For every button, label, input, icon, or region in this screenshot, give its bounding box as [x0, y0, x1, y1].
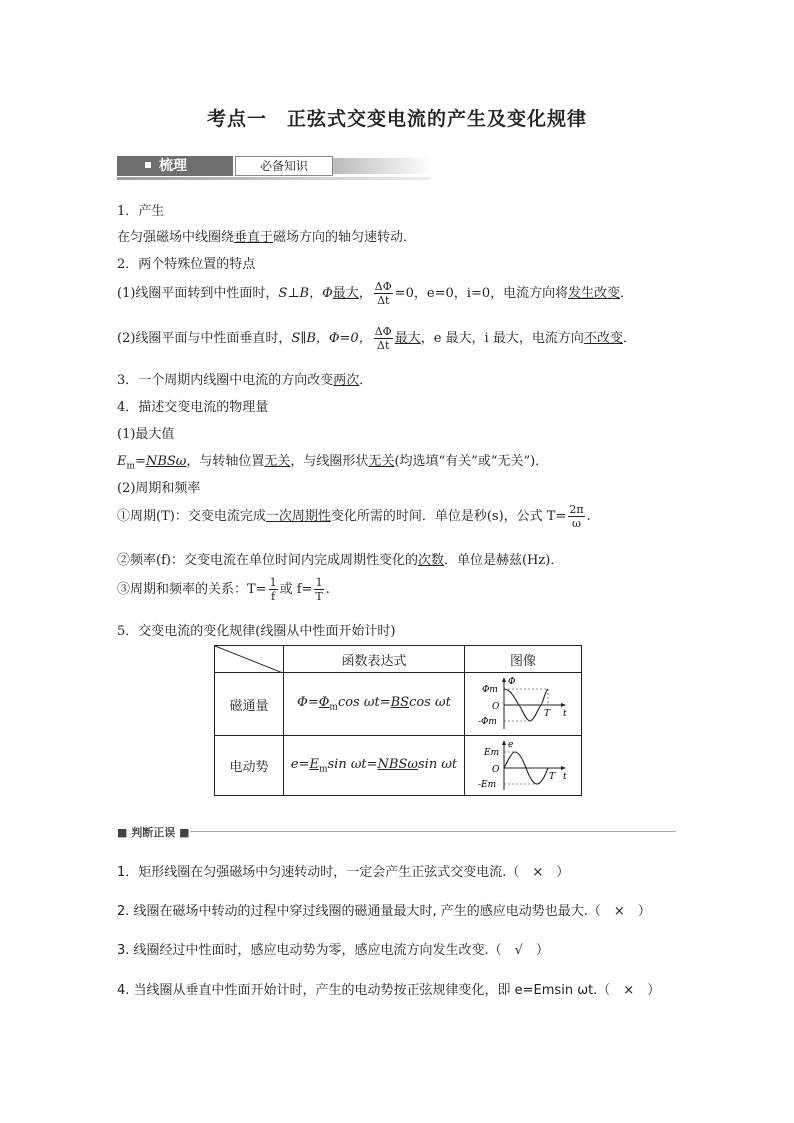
s4-relation: ③周期和频率的关系：T= $\frac{1}{f}$ 或 f= $\frac{1}{T}$ .: [117, 576, 330, 603]
row-emf-name: 电动势: [215, 736, 284, 796]
graph2-neg: -Em: [478, 779, 497, 790]
s4-sub2: (2)周期和频率: [117, 481, 201, 496]
graph1-neg: -Φm: [478, 717, 497, 727]
judge-q4: 4. 当线圈从垂直中性面开始计时，产生的电动势按正弦规律变化，即 e=Emsin ωt.（ × ）: [117, 983, 661, 998]
graph2-origin: O: [492, 764, 500, 775]
variation-table: [214, 645, 582, 796]
graph2-yaxis: e: [508, 739, 514, 750]
row-flux-name: 磁通量: [215, 673, 284, 736]
band-box: 必备知识: [235, 156, 333, 176]
band-fade: [333, 158, 431, 174]
s1-text: 在匀强磁场中线圈绕垂直于磁场方向的轴匀速转动．: [117, 230, 417, 245]
graph1-origin: O: [492, 702, 500, 712]
band-label-text: 梳理: [159, 158, 187, 174]
s2-heading: 2．两个特殊位置的特点: [117, 257, 256, 272]
judge-q3: 3. 线圈经过中性面时，感应电动势为零，感应电流方向发生改变.（ √ ）: [117, 943, 549, 958]
col-graph: 图像: [465, 646, 582, 673]
row-emf-expr: $e=E_m\sin$ ωt=NBSωsin ωt: [284, 736, 465, 796]
row-emf-graph: [465, 736, 582, 796]
delta-phi-fraction: $\frac{\Delta\Phi}{\Delta t}$: [374, 280, 392, 307]
col-expr: 函数表达式: [284, 646, 465, 673]
diagonal-line: [215, 646, 283, 673]
row-flux-expr: $\Phi=\Phi_m\cos$ ωt=BScos ωt: [284, 673, 465, 736]
graph2-T: T: [549, 771, 556, 782]
table-corner: [215, 646, 284, 673]
s1-heading: 1．产生: [117, 204, 165, 219]
graph1-yaxis: Φ: [508, 677, 516, 687]
s2-line2: (2)线圈平面与中性面垂直时，S∥B，Φ=0， $\frac{\Delta\Phi}{\Delta t}$ 最大，e 最大，i 最大，电流方向不改变．: [117, 325, 636, 352]
judge-q2: 2. 线圈在磁场中转动的过程中穿过线圈的磁通量最大时, 产生的感应电动势也最大.（ × ）: [117, 904, 651, 919]
s4-em-line: $E_m=NBS\omega$，与转轴位置无关，与线圈形状无关(均选填“有关”或“无关”)．: [117, 454, 549, 472]
judge-heading: ■ 判断正误 ■: [117, 826, 190, 839]
graph2-pos: Em: [484, 747, 500, 758]
graph1-pos: Φm: [482, 685, 498, 695]
s4-period: ①周期(T)：交变电流完成一次周期性变化所需的时间．单位是秒(s)，公式 T= $\frac{2\pi}{\omega}$ .: [117, 503, 591, 530]
s4-frequency: ②频率(f)：交变电流在单位时间内完成周期性变化的次数．单位是赫兹(Hz)．: [117, 553, 564, 568]
section-band: [117, 156, 431, 180]
square-icon: [145, 162, 151, 168]
s2-line1: (1)线圈平面转到中性面时，S⊥B，Φ最大， $\frac{\Delta\Phi}{\Delta t}$ =0，e=0，i=0，电流方向将发生改变．: [117, 280, 634, 307]
graph1-T: T: [544, 709, 551, 719]
delta-phi-fraction-2: $\frac{\Delta\Phi}{\Delta t}$: [374, 325, 392, 352]
flux-cosine-graph: [468, 675, 578, 733]
band-label: [117, 156, 233, 176]
page-title: 考点一 正弦式交变电流的产生及变化规律: [206, 108, 587, 130]
graph1-t: t: [563, 709, 567, 719]
s4-heading: 4．描述交变电流的物理量: [117, 400, 269, 415]
s5-heading: 5．交变电流的变化规律(线圈从中性面开始计时): [117, 624, 396, 639]
emf-sine-graph: [468, 738, 578, 794]
s3-text: 3．一个周期内线圈中电流的方向改变两次．: [117, 373, 373, 388]
judge-rule: [190, 831, 676, 832]
judge-q1: 1．矩形线圈在匀强磁场中匀速转动时，一定会产生正弦式交变电流.（ × ）: [117, 865, 570, 880]
s4-sub1: (1)最大值: [117, 427, 175, 442]
graph2-t: t: [563, 771, 567, 782]
band-underline: [117, 177, 431, 180]
row-flux-graph: [465, 673, 582, 736]
